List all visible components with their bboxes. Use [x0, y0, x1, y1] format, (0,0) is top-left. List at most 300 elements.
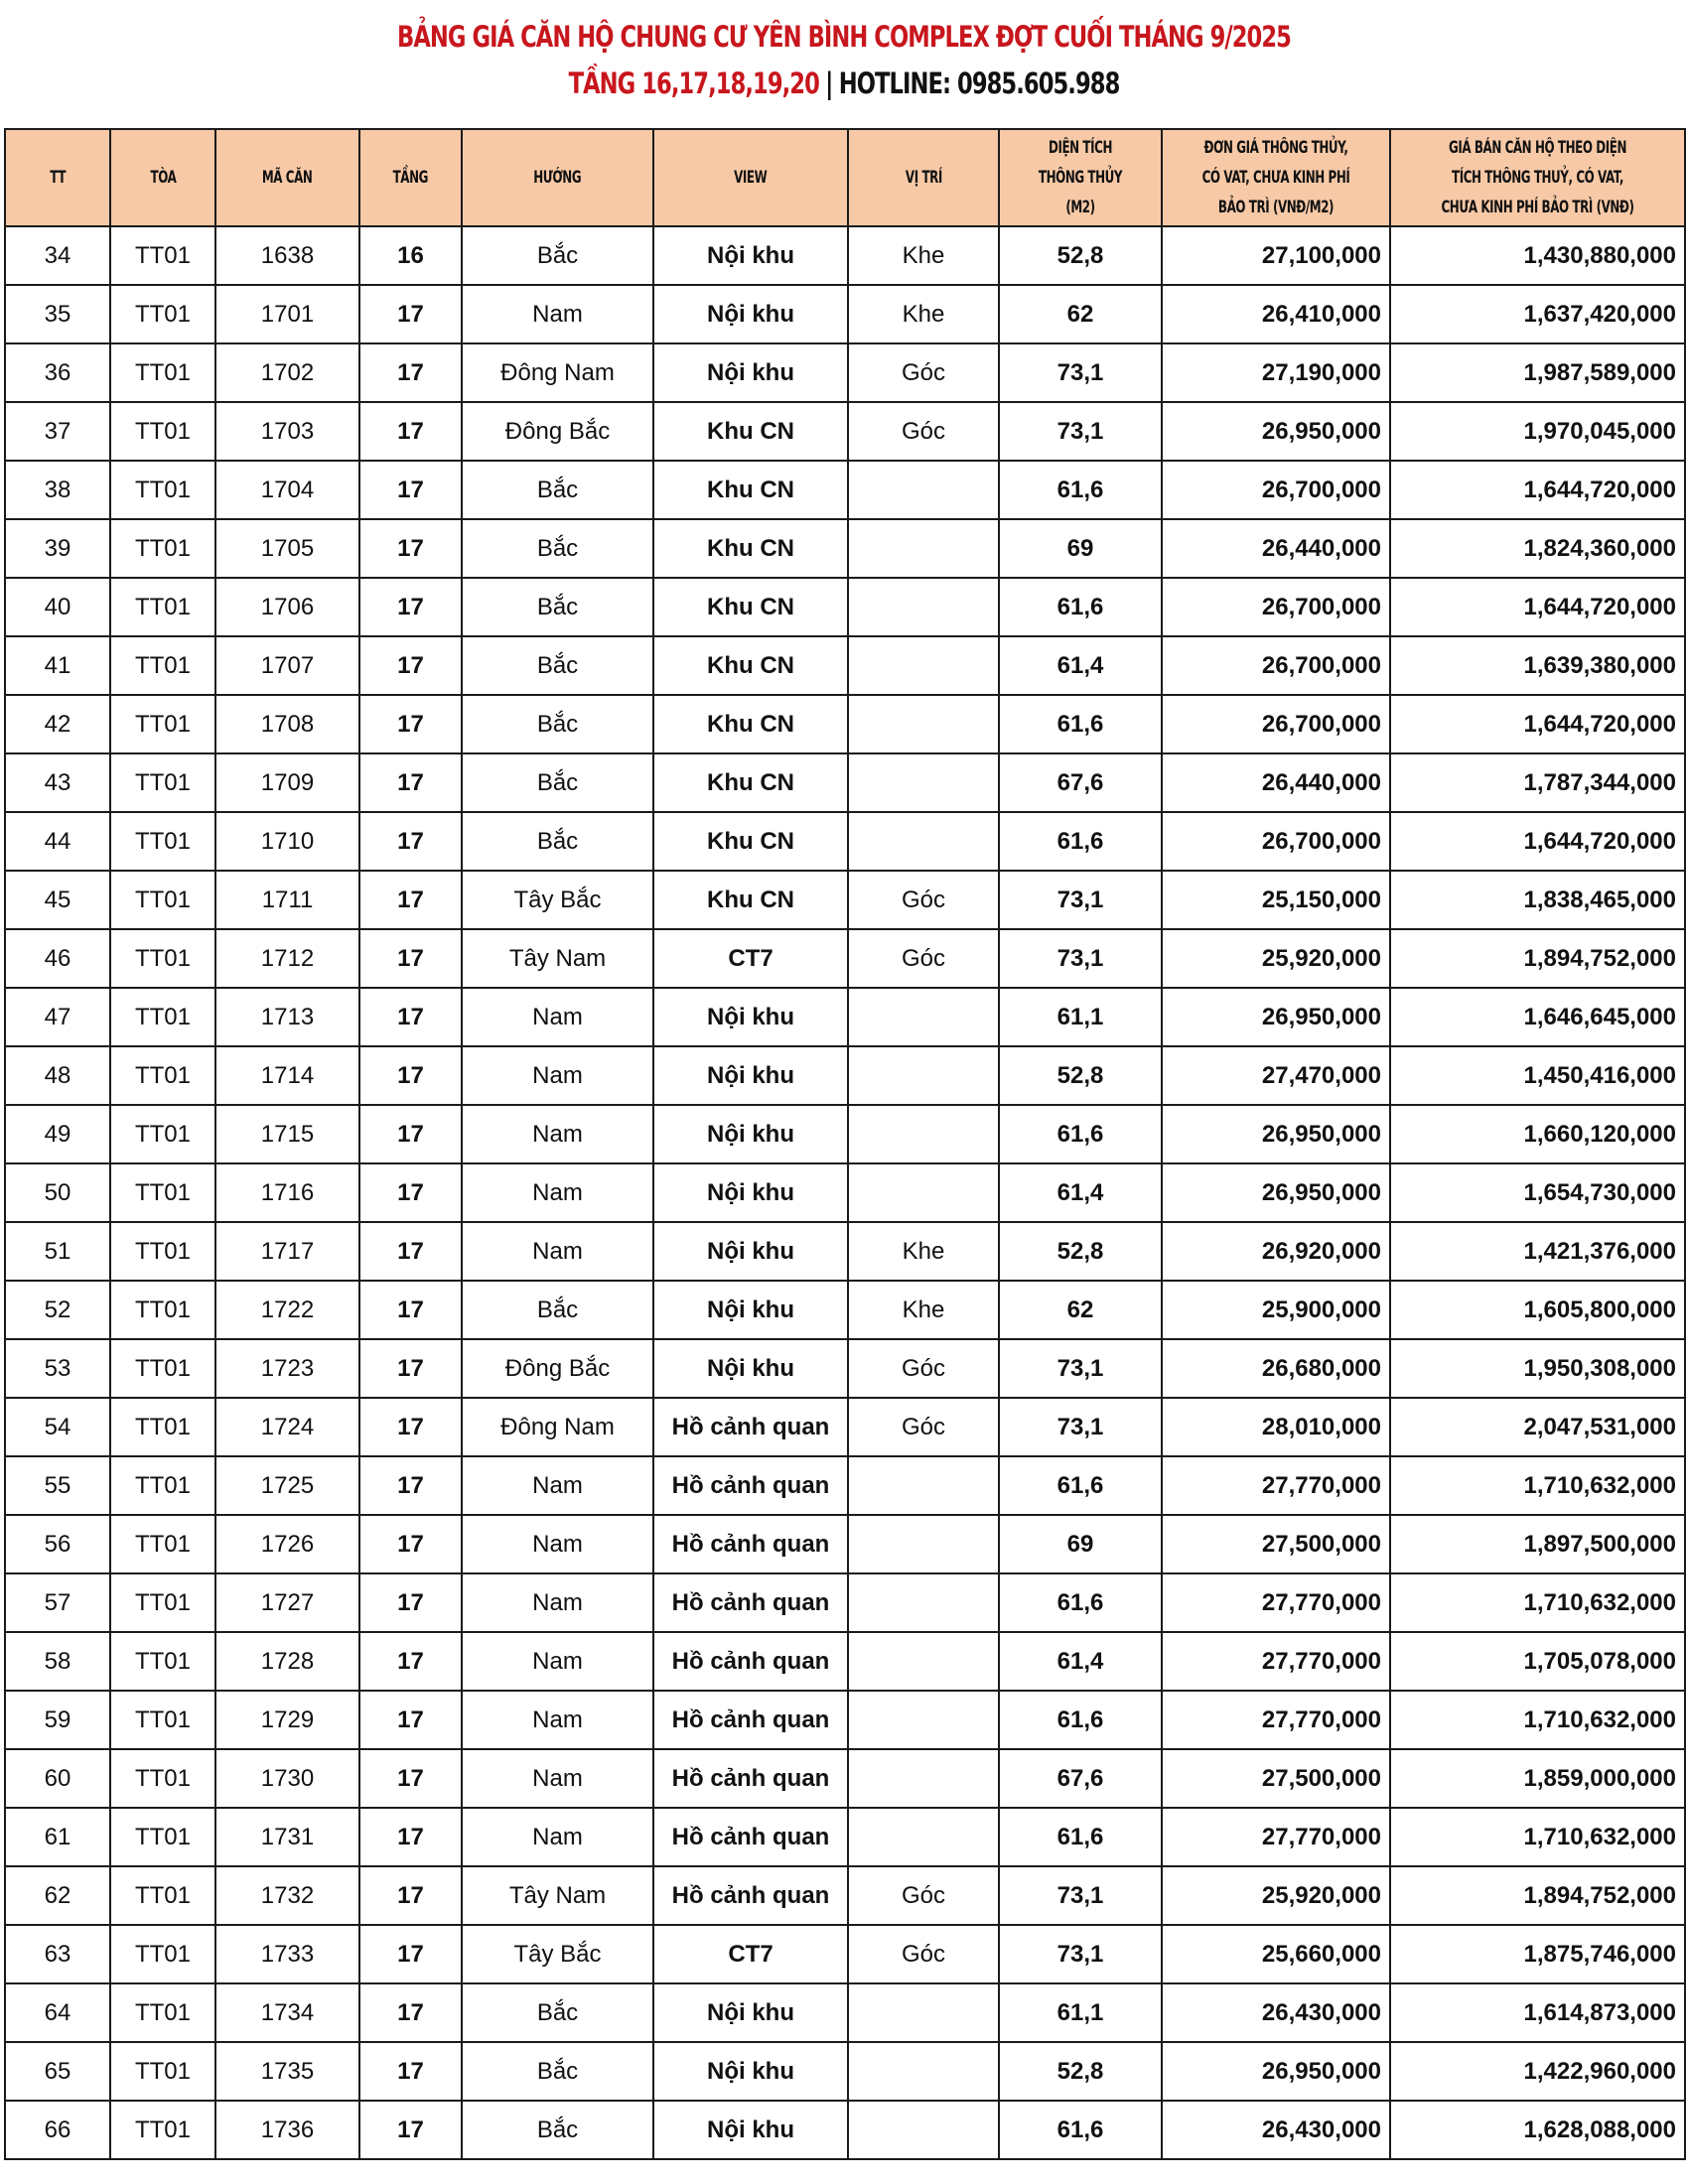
cell-vi-tri: Khe [848, 1281, 999, 1339]
cell-huong: Bắc [462, 812, 653, 871]
table-header-row [5, 129, 1685, 226]
cell-huong: Bắc [462, 2042, 653, 2101]
cell-view: Khu CN [653, 578, 848, 636]
cell-toa: TT01 [110, 1925, 215, 1983]
cell-toa: TT01 [110, 2042, 215, 2101]
cell-ma-can: 1723 [215, 1339, 359, 1398]
cell-tang: 17 [359, 578, 462, 636]
cell-toa: TT01 [110, 1046, 215, 1105]
cell-ma-can: 1726 [215, 1515, 359, 1573]
cell-tt: 51 [5, 1222, 110, 1281]
cell-view: Hồ cảnh quan [653, 1515, 848, 1573]
cell-huong: Đông Bắc [462, 402, 653, 461]
cell-view: Nội khu [653, 988, 848, 1046]
cell-dien-tich: 73,1 [999, 1398, 1162, 1456]
cell-tt: 64 [5, 1983, 110, 2042]
table-row [5, 1163, 1685, 1222]
cell-huong: Nam [462, 1105, 653, 1163]
cell-view: Hồ cảnh quan [653, 1456, 848, 1515]
cell-vi-tri [848, 578, 999, 636]
cell-gia-ban: 1,710,632,000 [1390, 1691, 1685, 1749]
cell-view: Hồ cảnh quan [653, 1632, 848, 1691]
table-row [5, 636, 1685, 695]
cell-view: Nội khu [653, 2101, 848, 2159]
cell-dien-tich: 61,4 [999, 1632, 1162, 1691]
table-row [5, 871, 1685, 929]
cell-ma-can: 1704 [215, 461, 359, 519]
cell-dien-tich: 61,1 [999, 1983, 1162, 2042]
cell-huong: Bắc [462, 1983, 653, 2042]
cell-don-gia: 26,950,000 [1162, 988, 1390, 1046]
cell-toa: TT01 [110, 1808, 215, 1866]
cell-dien-tich: 61,4 [999, 1163, 1162, 1222]
cell-don-gia: 27,190,000 [1162, 343, 1390, 402]
cell-view: Nội khu [653, 1339, 848, 1398]
cell-vi-tri: Khe [848, 285, 999, 343]
cell-don-gia: 27,100,000 [1162, 226, 1390, 285]
cell-dien-tich: 69 [999, 519, 1162, 578]
cell-ma-can: 1712 [215, 929, 359, 988]
price-table [4, 128, 1686, 2160]
cell-dien-tich: 52,8 [999, 1222, 1162, 1281]
cell-huong: Bắc [462, 1281, 653, 1339]
cell-vi-tri [848, 1573, 999, 1632]
cell-huong: Nam [462, 1632, 653, 1691]
table-row [5, 1281, 1685, 1339]
cell-view: Nội khu [653, 1983, 848, 2042]
cell-tt: 39 [5, 519, 110, 578]
cell-tang: 17 [359, 1163, 462, 1222]
cell-don-gia: 26,950,000 [1162, 2042, 1390, 2101]
cell-tt: 47 [5, 988, 110, 1046]
cell-gia-ban: 1,605,800,000 [1390, 1281, 1685, 1339]
cell-tang: 17 [359, 1749, 462, 1808]
cell-toa: TT01 [110, 1398, 215, 1456]
cell-view: Hồ cảnh quan [653, 1573, 848, 1632]
cell-tt: 41 [5, 636, 110, 695]
cell-view: Khu CN [653, 695, 848, 753]
cell-toa: TT01 [110, 1515, 215, 1573]
cell-toa: TT01 [110, 1105, 215, 1163]
cell-tang: 17 [359, 2042, 462, 2101]
cell-dien-tich: 52,8 [999, 2042, 1162, 2101]
table-row [5, 2101, 1685, 2159]
cell-tang: 17 [359, 753, 462, 812]
table-row [5, 1515, 1685, 1573]
table-row [5, 929, 1685, 988]
cell-toa: TT01 [110, 1456, 215, 1515]
cell-vi-tri: Góc [848, 871, 999, 929]
cell-vi-tri [848, 1105, 999, 1163]
cell-ma-can: 1727 [215, 1573, 359, 1632]
cell-ma-can: 1716 [215, 1163, 359, 1222]
cell-huong: Đông Bắc [462, 1339, 653, 1398]
cell-tang: 17 [359, 636, 462, 695]
cell-vi-tri [848, 1515, 999, 1573]
cell-huong: Nam [462, 1046, 653, 1105]
cell-dien-tich: 61,6 [999, 1573, 1162, 1632]
cell-tang: 17 [359, 1515, 462, 1573]
cell-tt: 50 [5, 1163, 110, 1222]
column-header-gia-ban: GIÁ BÁN CĂN HỘ THEO DIỆN TÍCH THÔNG THUỶ, CÓ VAT, CHƯA KINH PHÍ BẢO TRÌ (VNĐ) [1390, 129, 1685, 226]
cell-ma-can: 1734 [215, 1983, 359, 2042]
cell-huong: Nam [462, 1163, 653, 1222]
cell-ma-can: 1724 [215, 1398, 359, 1456]
table-row [5, 1632, 1685, 1691]
cell-don-gia: 25,660,000 [1162, 1925, 1390, 1983]
table-row [5, 343, 1685, 402]
cell-view: Hồ cảnh quan [653, 1398, 848, 1456]
cell-view: Khu CN [653, 753, 848, 812]
column-header-view: VIEW [653, 129, 848, 226]
cell-tt: 35 [5, 285, 110, 343]
cell-view: Hồ cảnh quan [653, 1866, 848, 1925]
cell-huong: Tây Bắc [462, 1925, 653, 1983]
column-header-don-gia: ĐƠN GIÁ THÔNG THỦY, CÓ VAT, CHƯA KINH PHÍ BẢO TRÌ (VNĐ/M2) [1162, 129, 1390, 226]
cell-toa: TT01 [110, 695, 215, 753]
cell-gia-ban: 1,654,730,000 [1390, 1163, 1685, 1222]
cell-tang: 17 [359, 1105, 462, 1163]
cell-dien-tich: 73,1 [999, 1925, 1162, 1983]
cell-huong: Đông Nam [462, 343, 653, 402]
table-row [5, 519, 1685, 578]
cell-tt: 60 [5, 1749, 110, 1808]
cell-toa: TT01 [110, 2101, 215, 2159]
cell-huong: Nam [462, 1749, 653, 1808]
cell-gia-ban: 1,897,500,000 [1390, 1515, 1685, 1573]
cell-tang: 17 [359, 1691, 462, 1749]
cell-vi-tri [848, 1046, 999, 1105]
cell-vi-tri [848, 753, 999, 812]
cell-don-gia: 26,700,000 [1162, 812, 1390, 871]
cell-ma-can: 1714 [215, 1046, 359, 1105]
table-row [5, 1456, 1685, 1515]
cell-tang: 17 [359, 929, 462, 988]
cell-tt: 65 [5, 2042, 110, 2101]
cell-toa: TT01 [110, 402, 215, 461]
cell-dien-tich: 73,1 [999, 871, 1162, 929]
cell-gia-ban: 1,710,632,000 [1390, 1808, 1685, 1866]
cell-dien-tich: 61,6 [999, 461, 1162, 519]
cell-ma-can: 1733 [215, 1925, 359, 1983]
cell-ma-can: 1722 [215, 1281, 359, 1339]
cell-tt: 52 [5, 1281, 110, 1339]
column-header-tt: TT [5, 129, 110, 226]
cell-don-gia: 26,950,000 [1162, 1163, 1390, 1222]
subtitle-separator: | [825, 67, 833, 100]
cell-gia-ban: 1,421,376,000 [1390, 1222, 1685, 1281]
table-row [5, 1983, 1685, 2042]
cell-gia-ban: 1,710,632,000 [1390, 1456, 1685, 1515]
cell-huong: Tây Nam [462, 929, 653, 988]
document-title: BẢNG GIÁ CĂN HỘ CHUNG CƯ YÊN BÌNH COMPLEX ĐỢT CUỐI THÁNG 9/2025 [397, 20, 1291, 54]
cell-toa: TT01 [110, 636, 215, 695]
cell-huong: Bắc [462, 2101, 653, 2159]
cell-vi-tri [848, 1163, 999, 1222]
cell-vi-tri: Góc [848, 1339, 999, 1398]
cell-tt: 59 [5, 1691, 110, 1749]
cell-tt: 36 [5, 343, 110, 402]
cell-tang: 17 [359, 2101, 462, 2159]
cell-tang: 17 [359, 402, 462, 461]
cell-ma-can: 1713 [215, 988, 359, 1046]
cell-don-gia: 27,500,000 [1162, 1749, 1390, 1808]
cell-view: Khu CN [653, 519, 848, 578]
cell-vi-tri [848, 812, 999, 871]
cell-toa: TT01 [110, 343, 215, 402]
cell-tt: 55 [5, 1456, 110, 1515]
cell-dien-tich: 73,1 [999, 929, 1162, 988]
cell-tt: 43 [5, 753, 110, 812]
cell-ma-can: 1705 [215, 519, 359, 578]
cell-don-gia: 25,900,000 [1162, 1281, 1390, 1339]
cell-tt: 66 [5, 2101, 110, 2159]
cell-tang: 17 [359, 1632, 462, 1691]
cell-vi-tri: Khe [848, 226, 999, 285]
cell-don-gia: 26,430,000 [1162, 2101, 1390, 2159]
cell-view: Nội khu [653, 1105, 848, 1163]
cell-don-gia: 25,920,000 [1162, 1866, 1390, 1925]
cell-tt: 40 [5, 578, 110, 636]
cell-don-gia: 27,770,000 [1162, 1456, 1390, 1515]
cell-tt: 62 [5, 1866, 110, 1925]
cell-tt: 37 [5, 402, 110, 461]
cell-don-gia: 27,500,000 [1162, 1515, 1390, 1573]
cell-dien-tich: 67,6 [999, 753, 1162, 812]
cell-view: Nội khu [653, 226, 848, 285]
cell-huong: Nam [462, 1222, 653, 1281]
cell-vi-tri [848, 519, 999, 578]
cell-vi-tri: Khe [848, 1222, 999, 1281]
cell-huong: Nam [462, 285, 653, 343]
cell-huong: Tây Nam [462, 1866, 653, 1925]
cell-toa: TT01 [110, 1749, 215, 1808]
cell-gia-ban: 1,859,000,000 [1390, 1749, 1685, 1808]
cell-dien-tich: 61,6 [999, 2101, 1162, 2159]
cell-gia-ban: 1,987,589,000 [1390, 343, 1685, 402]
cell-view: Khu CN [653, 812, 848, 871]
cell-dien-tich: 61,6 [999, 578, 1162, 636]
cell-don-gia: 26,700,000 [1162, 695, 1390, 753]
cell-toa: TT01 [110, 461, 215, 519]
cell-huong: Nam [462, 1691, 653, 1749]
cell-tt: 56 [5, 1515, 110, 1573]
table-row [5, 695, 1685, 753]
cell-tt: 58 [5, 1632, 110, 1691]
cell-vi-tri: Góc [848, 343, 999, 402]
cell-ma-can: 1702 [215, 343, 359, 402]
cell-huong: Bắc [462, 636, 653, 695]
cell-ma-can: 1731 [215, 1808, 359, 1866]
cell-tang: 17 [359, 461, 462, 519]
cell-dien-tich: 73,1 [999, 1866, 1162, 1925]
cell-toa: TT01 [110, 753, 215, 812]
cell-tt: 63 [5, 1925, 110, 1983]
cell-gia-ban: 1,894,752,000 [1390, 1866, 1685, 1925]
cell-toa: TT01 [110, 871, 215, 929]
cell-vi-tri: Góc [848, 1925, 999, 1983]
cell-huong: Nam [462, 1573, 653, 1632]
cell-vi-tri: Góc [848, 1866, 999, 1925]
cell-ma-can: 1710 [215, 812, 359, 871]
hotline-label: HOTLINE: 0985.605.988 [838, 67, 1120, 100]
cell-tang: 17 [359, 1866, 462, 1925]
cell-dien-tich: 69 [999, 1515, 1162, 1573]
table-row [5, 1222, 1685, 1281]
cell-tang: 16 [359, 226, 462, 285]
cell-gia-ban: 1,628,088,000 [1390, 2101, 1685, 2159]
cell-view: Nội khu [653, 1046, 848, 1105]
column-header-toa: TÒA [110, 129, 215, 226]
cell-gia-ban: 1,637,420,000 [1390, 285, 1685, 343]
cell-don-gia: 25,920,000 [1162, 929, 1390, 988]
cell-don-gia: 27,770,000 [1162, 1808, 1390, 1866]
cell-view: Khu CN [653, 636, 848, 695]
cell-tang: 17 [359, 695, 462, 753]
cell-don-gia: 27,770,000 [1162, 1691, 1390, 1749]
cell-toa: TT01 [110, 988, 215, 1046]
table-row [5, 753, 1685, 812]
cell-toa: TT01 [110, 1222, 215, 1281]
column-header-ma-can: MÃ CĂN [215, 129, 359, 226]
cell-ma-can: 1736 [215, 2101, 359, 2159]
cell-dien-tich: 73,1 [999, 1339, 1162, 1398]
cell-ma-can: 1735 [215, 2042, 359, 2101]
cell-gia-ban: 1,875,746,000 [1390, 1925, 1685, 1983]
cell-don-gia: 26,680,000 [1162, 1339, 1390, 1398]
cell-vi-tri [848, 1808, 999, 1866]
cell-tang: 17 [359, 1925, 462, 1983]
column-header-dien-tich: DIỆN TÍCH THÔNG THỦY (M2) [999, 129, 1162, 226]
cell-tang: 17 [359, 1808, 462, 1866]
cell-ma-can: 1709 [215, 753, 359, 812]
cell-vi-tri [848, 2101, 999, 2159]
cell-view: CT7 [653, 929, 848, 988]
cell-view: Hồ cảnh quan [653, 1691, 848, 1749]
cell-gia-ban: 1,705,078,000 [1390, 1632, 1685, 1691]
cell-tang: 17 [359, 343, 462, 402]
cell-toa: TT01 [110, 1632, 215, 1691]
cell-gia-ban: 1,430,880,000 [1390, 226, 1685, 285]
cell-vi-tri [848, 695, 999, 753]
cell-dien-tich: 52,8 [999, 1046, 1162, 1105]
cell-ma-can: 1732 [215, 1866, 359, 1925]
cell-dien-tich: 73,1 [999, 343, 1162, 402]
cell-ma-can: 1728 [215, 1632, 359, 1691]
table-row [5, 988, 1685, 1046]
cell-huong: Đông Nam [462, 1398, 653, 1456]
cell-huong: Bắc [462, 695, 653, 753]
cell-tang: 17 [359, 871, 462, 929]
cell-toa: TT01 [110, 226, 215, 285]
cell-view: Nội khu [653, 1281, 848, 1339]
column-header-huong: HƯỚNG [462, 129, 653, 226]
cell-ma-can: 1708 [215, 695, 359, 753]
cell-dien-tich: 61,1 [999, 988, 1162, 1046]
cell-tang: 17 [359, 1573, 462, 1632]
cell-vi-tri [848, 1749, 999, 1808]
cell-view: Khu CN [653, 402, 848, 461]
cell-gia-ban: 1,639,380,000 [1390, 636, 1685, 695]
cell-view: Nội khu [653, 285, 848, 343]
table-row [5, 1046, 1685, 1105]
cell-toa: TT01 [110, 1983, 215, 2042]
cell-toa: TT01 [110, 1866, 215, 1925]
cell-dien-tich: 73,1 [999, 402, 1162, 461]
floors-label: TẦNG 16,17,18,19,20 [568, 67, 819, 100]
cell-tt: 34 [5, 226, 110, 285]
cell-tang: 17 [359, 1222, 462, 1281]
cell-tt: 54 [5, 1398, 110, 1456]
cell-toa: TT01 [110, 578, 215, 636]
column-header-vi-tri: VỊ TRÍ [848, 129, 999, 226]
cell-vi-tri [848, 1691, 999, 1749]
cell-don-gia: 26,440,000 [1162, 753, 1390, 812]
column-header-tang: TẦNG [359, 129, 462, 226]
cell-vi-tri: Góc [848, 402, 999, 461]
cell-gia-ban: 1,646,645,000 [1390, 988, 1685, 1046]
table-row [5, 1808, 1685, 1866]
cell-gia-ban: 1,838,465,000 [1390, 871, 1685, 929]
cell-tang: 17 [359, 1456, 462, 1515]
cell-don-gia: 26,430,000 [1162, 1983, 1390, 2042]
cell-toa: TT01 [110, 929, 215, 988]
cell-vi-tri [848, 636, 999, 695]
cell-tang: 17 [359, 812, 462, 871]
table-row [5, 226, 1685, 285]
cell-don-gia: 26,440,000 [1162, 519, 1390, 578]
cell-huong: Nam [462, 1456, 653, 1515]
cell-tang: 17 [359, 519, 462, 578]
cell-tang: 17 [359, 1046, 462, 1105]
cell-huong: Bắc [462, 519, 653, 578]
cell-gia-ban: 1,422,960,000 [1390, 2042, 1685, 2101]
cell-don-gia: 26,950,000 [1162, 402, 1390, 461]
cell-gia-ban: 1,787,344,000 [1390, 753, 1685, 812]
table-row [5, 402, 1685, 461]
cell-ma-can: 1711 [215, 871, 359, 929]
cell-ma-can: 1638 [215, 226, 359, 285]
cell-view: Hồ cảnh quan [653, 1749, 848, 1808]
cell-dien-tich: 61,6 [999, 812, 1162, 871]
cell-don-gia: 26,700,000 [1162, 636, 1390, 695]
cell-ma-can: 1729 [215, 1691, 359, 1749]
cell-ma-can: 1725 [215, 1456, 359, 1515]
cell-vi-tri: Góc [848, 1398, 999, 1456]
cell-don-gia: 28,010,000 [1162, 1398, 1390, 1456]
cell-toa: TT01 [110, 1573, 215, 1632]
cell-don-gia: 26,700,000 [1162, 578, 1390, 636]
cell-huong: Nam [462, 988, 653, 1046]
cell-view: Hồ cảnh quan [653, 1808, 848, 1866]
cell-don-gia: 27,770,000 [1162, 1632, 1390, 1691]
table-row [5, 1691, 1685, 1749]
cell-dien-tich: 62 [999, 1281, 1162, 1339]
cell-ma-can: 1707 [215, 636, 359, 695]
table-row [5, 812, 1685, 871]
cell-tt: 44 [5, 812, 110, 871]
cell-dien-tich: 61,6 [999, 1456, 1162, 1515]
cell-toa: TT01 [110, 1691, 215, 1749]
cell-tang: 17 [359, 1983, 462, 2042]
cell-dien-tich: 52,8 [999, 226, 1162, 285]
cell-huong: Bắc [462, 753, 653, 812]
cell-gia-ban: 1,644,720,000 [1390, 695, 1685, 753]
cell-toa: TT01 [110, 285, 215, 343]
cell-toa: TT01 [110, 519, 215, 578]
cell-gia-ban: 1,644,720,000 [1390, 578, 1685, 636]
cell-tt: 61 [5, 1808, 110, 1866]
